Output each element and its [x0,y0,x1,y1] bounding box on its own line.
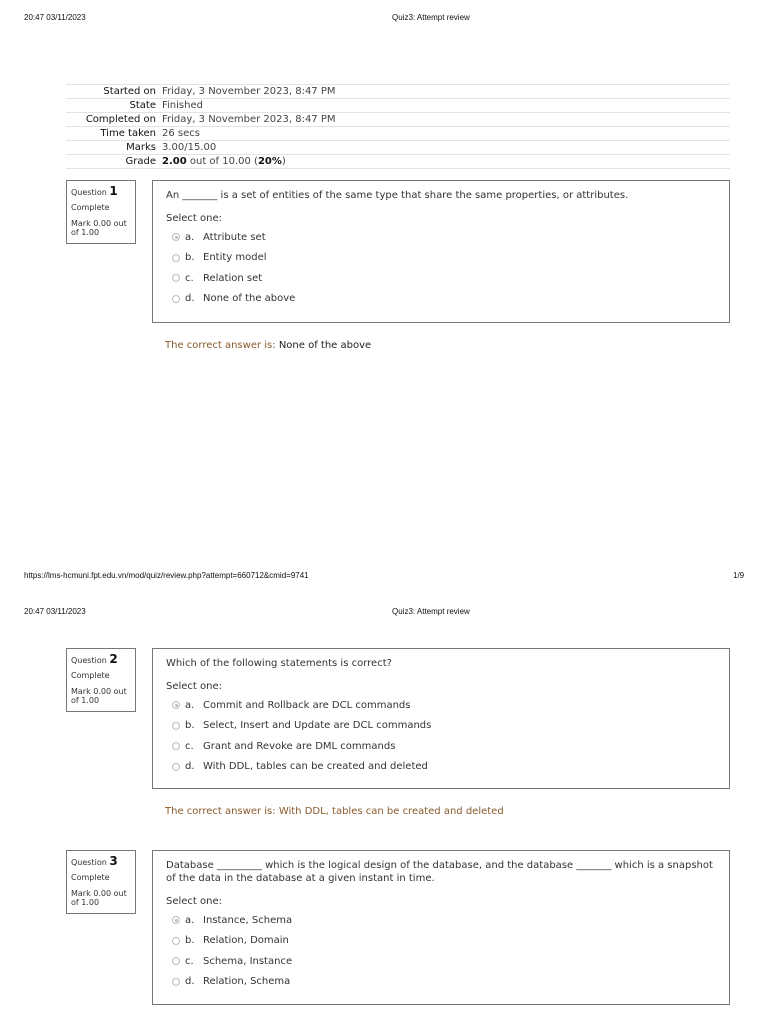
answer-option-b[interactable] [166,931,716,952]
grade-score: 2.00 [162,156,187,167]
answer-options [166,695,716,777]
select-one-label: Select one: [166,213,223,224]
right-answer-feedback [165,340,371,351]
option-letter: a. [185,699,195,711]
answer-option-a[interactable] [166,910,716,931]
option-letter: b. [185,935,195,947]
grade-out-of: out of 10.00 ( [186,156,258,167]
option-text: Grant and Revoke are DML commands [203,740,396,752]
question-text: An _______ is a set of entities of the same type that share the same properties, or attributes. [166,190,629,201]
question-state: Complete [71,873,110,882]
summary-value [162,155,286,168]
summary-label: Time taken [100,128,156,139]
option-text: Relation, Domain [203,935,289,947]
print-url: https://lms-hcmuni.fpt.edu.vn/mod/quiz/review.php?attempt=660712&cmid=9741 [24,571,309,580]
summary-row-completed [66,112,730,126]
summary-row-state [66,98,730,112]
option-letter: b. [185,720,195,732]
question-text: Database _________ which is the logical design of the database, and the database _______ which is a snapshot of the data in the database at a given instant in time. [166,860,713,884]
question-info-3 [66,850,136,914]
answer-option-b[interactable] [166,716,716,737]
question-mark: Mark 0.00 out of 1.00 [71,219,127,237]
radio-icon[interactable] [172,763,180,771]
question-content-2 [152,648,730,789]
radio-checked-icon[interactable] [172,233,180,241]
summary-value: Friday, 3 November 2023, 8:47 PM [162,114,336,125]
summary-label: Started on [103,86,156,97]
question-num: 3 [109,854,118,868]
question-number [71,185,131,199]
radio-icon[interactable] [172,957,180,965]
attempt-summary-table [66,84,730,169]
radio-icon[interactable] [172,722,180,730]
answer-option-c[interactable] [166,268,716,289]
summary-label: Marks [126,142,156,153]
answer-option-d[interactable] [166,757,716,778]
question-mark: Mark 0.00 out of 1.00 [71,889,127,907]
answer-option-d[interactable] [166,972,716,993]
option-letter: d. [185,293,195,305]
print-page-title: Quiz3: Attempt review [392,13,470,22]
radio-icon[interactable] [172,937,180,945]
question-num: 1 [109,184,118,198]
summary-label: Completed on [85,114,156,125]
grade-percent: 20% [257,156,282,167]
option-letter: b. [185,252,195,264]
question-content-3 [152,850,730,1005]
question-number [71,653,131,667]
question-label: Question [71,656,107,665]
grade-close: ) [281,156,286,167]
right-answer-feedback [165,806,504,817]
option-letter: c. [185,740,194,752]
option-letter: d. [185,761,195,773]
question-label: Question [71,858,107,867]
option-letter: a. [185,231,195,243]
summary-label: Grade [125,156,156,167]
summary-row-marks [66,140,730,154]
summary-value: Finished [162,100,203,111]
summary-value: 26 secs [162,128,200,139]
option-text: Relation set [203,272,263,284]
option-text: Schema, Instance [203,955,293,967]
option-text: Attribute set [203,231,266,243]
question-text: Which of the following statements is correct? [166,658,392,669]
question-state: Complete [71,671,110,680]
answer-option-a[interactable] [166,227,716,248]
summary-value: 3.00/15.00 [162,142,217,153]
radio-icon[interactable] [172,274,180,282]
question-state: Complete [71,203,110,212]
print-page-title: Quiz3: Attempt review [392,607,470,616]
question-number [71,855,131,869]
print-timestamp: 20:47 03/11/2023 [24,607,86,616]
summary-row-time [66,126,730,140]
summary-row-started [66,84,730,98]
summary-value: Friday, 3 November 2023, 8:47 PM [162,86,336,97]
option-letter: d. [185,976,195,988]
print-timestamp: 20:47 03/11/2023 [24,13,86,22]
right-answer-prefix: The correct answer is: [165,340,279,351]
option-text: Relation, Schema [203,976,291,988]
question-num: 2 [109,652,118,666]
answer-options [166,910,716,992]
question-label: Question [71,188,107,197]
right-answer-text: With DDL, tables can be created and deleted [278,806,504,817]
option-text: Select, Insert and Update are DCL commands [203,720,432,732]
right-answer-text: None of the above [278,340,372,351]
option-text: Instance, Schema [203,914,293,926]
radio-icon[interactable] [172,978,180,986]
answer-option-a[interactable] [166,695,716,716]
radio-checked-icon[interactable] [172,701,180,709]
option-text: Entity model [203,252,267,264]
option-text: None of the above [203,293,296,305]
question-info-2 [66,648,136,712]
question-info-1 [66,180,136,244]
radio-icon[interactable] [172,254,180,262]
select-one-label: Select one: [166,896,223,907]
question-mark: Mark 0.00 out of 1.00 [71,687,127,705]
radio-icon[interactable] [172,295,180,303]
answer-options [166,227,716,309]
radio-checked-icon[interactable] [172,916,180,924]
right-answer-prefix: The correct answer is: [165,806,279,817]
answer-option-c[interactable] [166,951,716,972]
option-letter: a. [185,914,195,926]
option-text: With DDL, tables can be created and deleted [203,761,428,773]
summary-label: State [129,100,156,111]
question-content-1 [152,180,730,323]
answer-option-d[interactable] [166,289,716,310]
option-text: Commit and Rollback are DCL commands [203,699,411,711]
option-letter: c. [185,955,194,967]
option-letter: c. [185,272,194,284]
select-one-label: Select one: [166,681,223,692]
summary-row-grade [66,154,730,169]
print-page-number: 1/9 [733,571,745,580]
answer-option-b[interactable] [166,248,716,269]
radio-icon[interactable] [172,742,180,750]
answer-option-c[interactable] [166,736,716,757]
